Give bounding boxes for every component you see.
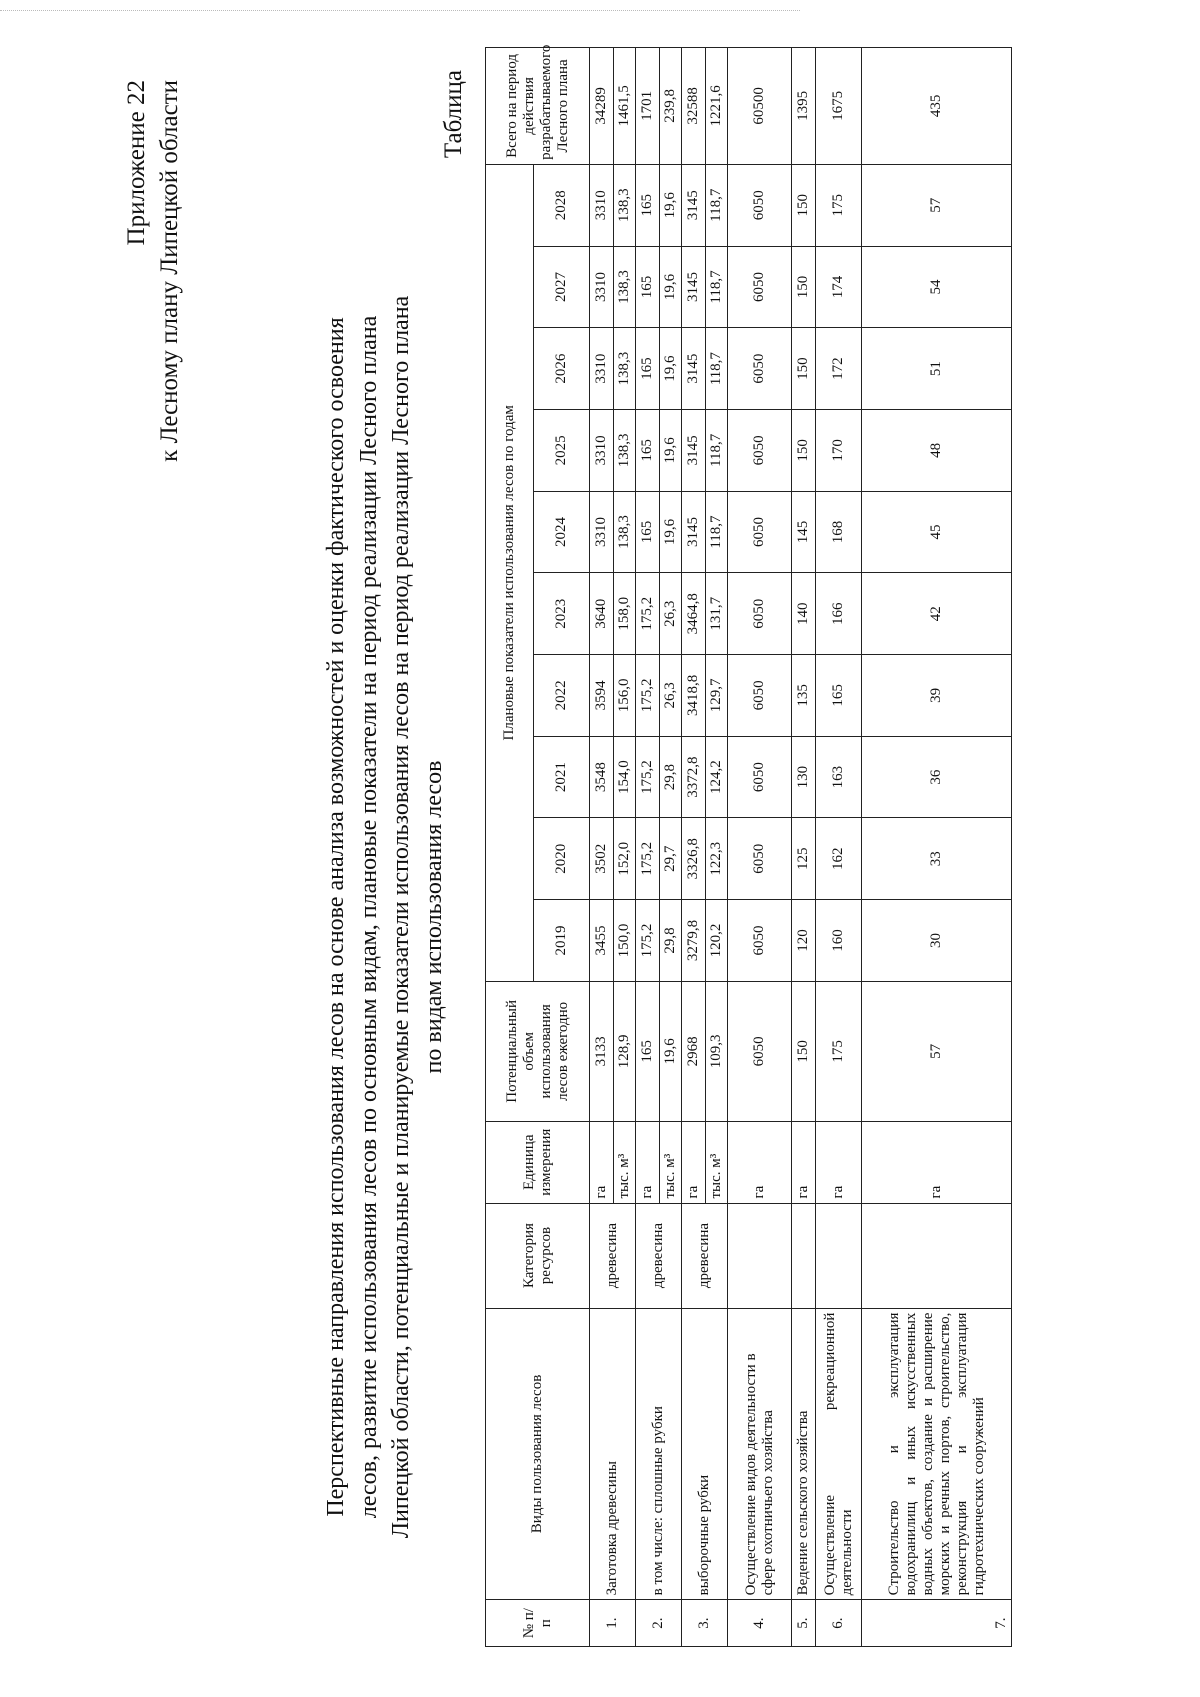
row-value: 3145 — [682, 410, 706, 492]
row-kind: Осуществление видов деятельности в сфере охотничьего хозяйства — [728, 1308, 792, 1600]
row-value: 172 — [816, 328, 862, 410]
row-value: 175 — [816, 164, 862, 246]
row-category — [792, 1203, 816, 1308]
row-value: 150 — [792, 328, 816, 410]
row-unit: тыс. м³ — [660, 1121, 682, 1203]
row-kind: выборочные рубки — [682, 1308, 728, 1600]
row-value: 152,0 — [614, 818, 636, 900]
table-row — [862, 48, 1012, 1647]
forest-use-table — [485, 44, 1012, 1647]
row-kind: Осуществление рекреационной деятельности — [816, 1308, 862, 1600]
header-year: 2022 — [534, 655, 590, 737]
table-row — [792, 48, 816, 1647]
row-value: 3640 — [590, 573, 614, 655]
row-value: 6050 — [728, 655, 792, 737]
row-kind: Ведение сельского хозяйства — [792, 1308, 816, 1600]
row-kind: в том числе: сплошные рубки — [636, 1308, 682, 1600]
row-value: 150 — [792, 246, 816, 328]
row-value: 6050 — [728, 900, 792, 982]
row-value: 131,7 — [706, 573, 728, 655]
appendix-line-1: Приложение 22 — [123, 80, 150, 246]
row-value: 118,7 — [706, 491, 728, 573]
header-total: Всего на период действия разрабатываемого Лесного плана — [486, 48, 590, 165]
row-value: 165 — [636, 246, 660, 328]
row-value: 6050 — [728, 573, 792, 655]
row-potential: 6050 — [728, 981, 792, 1121]
row-value: 166 — [816, 573, 862, 655]
row-value: 51 — [862, 328, 1012, 410]
header-year: 2019 — [534, 900, 590, 982]
row-category: древесина — [682, 1203, 728, 1308]
row-value: 120,2 — [706, 900, 728, 982]
row-total: 1675 — [816, 48, 862, 165]
row-unit: га — [792, 1121, 816, 1203]
row-value: 165 — [636, 410, 660, 492]
row-total: 239,8 — [660, 48, 682, 165]
row-value: 3145 — [682, 246, 706, 328]
row-unit: га — [682, 1121, 706, 1203]
row-value: 125 — [792, 818, 816, 900]
title-line-1: Перспективные направления использования лесов на основе анализа возможностей и оценки фактического освоения — [323, 317, 349, 1517]
row-value: 30 — [862, 900, 1012, 982]
row-value: 138,3 — [614, 491, 636, 573]
row-value: 42 — [862, 573, 1012, 655]
row-value: 26,3 — [660, 573, 682, 655]
row-potential: 19,6 — [660, 981, 682, 1121]
header-year: 2027 — [534, 246, 590, 328]
row-value: 150 — [792, 164, 816, 246]
row-value: 3145 — [682, 164, 706, 246]
header-unit: Единица измерения — [486, 1121, 590, 1203]
header-year: 2020 — [534, 818, 590, 900]
row-category — [862, 1203, 1012, 1308]
row-value: 3418,8 — [682, 655, 706, 737]
row-value: 168 — [816, 491, 862, 573]
row-value: 150,0 — [614, 900, 636, 982]
row-unit: тыс. м³ — [706, 1121, 728, 1203]
header-year: 2025 — [534, 410, 590, 492]
row-value: 162 — [816, 818, 862, 900]
row-potential: 3133 — [590, 981, 614, 1121]
row-total: 435 — [862, 48, 1012, 165]
row-value: 6050 — [728, 328, 792, 410]
row-value: 19,6 — [660, 410, 682, 492]
row-potential: 2968 — [682, 981, 706, 1121]
row-value: 19,6 — [660, 164, 682, 246]
row-value: 6050 — [728, 246, 792, 328]
row-value: 158,0 — [614, 573, 636, 655]
row-value: 6050 — [728, 164, 792, 246]
title-line-4: по видам использования лесов — [420, 760, 447, 1074]
row-total: 1221,6 — [706, 48, 728, 165]
row-unit: га — [728, 1121, 792, 1203]
row-value: 165 — [816, 655, 862, 737]
row-unit: тыс. м³ — [614, 1121, 636, 1203]
row-value: 3548 — [590, 736, 614, 818]
row-value: 3372,8 — [682, 736, 706, 818]
row-value: 118,7 — [706, 164, 728, 246]
row-value: 150 — [792, 410, 816, 492]
row-value: 170 — [816, 410, 862, 492]
row-value: 175,2 — [636, 655, 660, 737]
row-value: 129,7 — [706, 655, 728, 737]
row-total: 1395 — [792, 48, 816, 165]
row-value: 29,8 — [660, 736, 682, 818]
row-potential: 165 — [636, 981, 660, 1121]
row-value: 175,2 — [636, 573, 660, 655]
row-unit: га — [816, 1121, 862, 1203]
header-category: Категория ресурсов — [486, 1203, 590, 1308]
row-value: 138,3 — [614, 246, 636, 328]
table-body — [590, 48, 1012, 1647]
row-num: 1. — [590, 1600, 636, 1647]
row-value: 6050 — [728, 491, 792, 573]
row-value: 175,2 — [636, 818, 660, 900]
row-value: 3455 — [590, 900, 614, 982]
row-num: 4. — [728, 1600, 792, 1647]
row-category — [728, 1203, 792, 1308]
row-value: 19,6 — [660, 328, 682, 410]
row-potential: 57 — [862, 981, 1012, 1121]
row-value: 135 — [792, 655, 816, 737]
header-plan: Плановые показатели использования лесов по годам — [486, 164, 534, 981]
row-total: 1461,5 — [614, 48, 636, 165]
row-num: 3. — [682, 1600, 728, 1647]
title-line-3: Липецкой области, потенциальные и планируемые показатели использования лесов на период реализации Лесного плана — [388, 295, 414, 1539]
row-total: 34289 — [590, 48, 614, 165]
row-value: 175,2 — [636, 736, 660, 818]
row-num: 7. — [862, 1600, 1012, 1647]
row-value: 118,7 — [706, 410, 728, 492]
appendix-line-2: к Лесному плану Липецкой области — [156, 80, 183, 462]
row-num: 6. — [816, 1600, 862, 1647]
row-category: древесина — [590, 1203, 636, 1308]
row-value: 122,3 — [706, 818, 728, 900]
row-potential: 109,3 — [706, 981, 728, 1121]
row-kind: Заготовка древесины — [590, 1308, 636, 1600]
row-value: 145 — [792, 491, 816, 573]
row-value: 130 — [792, 736, 816, 818]
row-value: 33 — [862, 818, 1012, 900]
table-row — [816, 48, 862, 1647]
row-value: 3310 — [590, 246, 614, 328]
row-value: 3326,8 — [682, 818, 706, 900]
row-num: 2. — [636, 1600, 682, 1647]
row-kind: Строительство и эксплуатация водохранилищ и иных искусственных водных объектов, создание и расширение морских и речных портов, строительство, реконструкция и эксплуатация гидротехнических сооружений — [862, 1308, 1012, 1600]
row-total: 1701 — [636, 48, 660, 165]
row-value: 29,8 — [660, 900, 682, 982]
table-row — [636, 48, 660, 1647]
row-value: 138,3 — [614, 328, 636, 410]
table-label: Таблица — [440, 70, 467, 159]
document-title — [320, 277, 450, 1557]
row-num: 5. — [792, 1600, 816, 1647]
row-value: 156,0 — [614, 655, 636, 737]
header-year: 2026 — [534, 328, 590, 410]
row-value: 175,2 — [636, 900, 660, 982]
row-value: 163 — [816, 736, 862, 818]
row-value: 39 — [862, 655, 1012, 737]
row-value: 165 — [636, 491, 660, 573]
row-value: 3310 — [590, 410, 614, 492]
header-year: 2023 — [534, 573, 590, 655]
row-value: 54 — [862, 246, 1012, 328]
row-value: 138,3 — [614, 164, 636, 246]
rotated-page — [10, 10, 1190, 1687]
table-row — [728, 48, 792, 1647]
row-value: 165 — [636, 164, 660, 246]
row-value: 45 — [862, 491, 1012, 573]
header-potential: Потенциальный объем использования лесов ежегодно — [486, 981, 590, 1121]
row-potential: 128,9 — [614, 981, 636, 1121]
row-value: 6050 — [728, 818, 792, 900]
row-unit: га — [590, 1121, 614, 1203]
header-year: 2028 — [534, 164, 590, 246]
header-num: № п/п — [486, 1600, 590, 1647]
row-value: 29,7 — [660, 818, 682, 900]
row-value: 140 — [792, 573, 816, 655]
row-value: 118,7 — [706, 246, 728, 328]
row-value: 3464,8 — [682, 573, 706, 655]
row-value: 118,7 — [706, 328, 728, 410]
row-value: 3310 — [590, 491, 614, 573]
header-year: 2021 — [534, 736, 590, 818]
row-value: 3279,8 — [682, 900, 706, 982]
row-value: 3145 — [682, 328, 706, 410]
row-value: 3594 — [590, 655, 614, 737]
row-value: 57 — [862, 164, 1012, 246]
row-potential: 150 — [792, 981, 816, 1121]
row-value: 3310 — [590, 328, 614, 410]
header-kind: Виды пользования лесов — [486, 1308, 590, 1600]
row-potential: 175 — [816, 981, 862, 1121]
row-value: 174 — [816, 246, 862, 328]
row-value: 160 — [816, 900, 862, 982]
row-unit: га — [862, 1121, 1012, 1203]
row-value: 165 — [636, 328, 660, 410]
row-unit: га — [636, 1121, 660, 1203]
row-value: 48 — [862, 410, 1012, 492]
row-value: 6050 — [728, 410, 792, 492]
row-value: 138,3 — [614, 410, 636, 492]
header-year: 2024 — [534, 491, 590, 573]
row-total: 32588 — [682, 48, 706, 165]
row-category — [816, 1203, 862, 1308]
row-value: 154,0 — [614, 736, 636, 818]
row-value: 19,6 — [660, 246, 682, 328]
table-row — [682, 48, 706, 1647]
row-value: 3310 — [590, 164, 614, 246]
row-value: 19,6 — [660, 491, 682, 573]
title-line-2: лесов, развитие использования лесов по основным видам, плановые показатели на период реализации Лесного плана — [355, 315, 382, 1519]
row-value: 3502 — [590, 818, 614, 900]
row-value: 6050 — [728, 736, 792, 818]
appendix-heading — [120, 80, 186, 462]
table-row — [590, 48, 614, 1647]
row-total: 60500 — [728, 48, 792, 165]
row-value: 120 — [792, 900, 816, 982]
row-value: 124,2 — [706, 736, 728, 818]
row-value: 26,3 — [660, 655, 682, 737]
row-value: 36 — [862, 736, 1012, 818]
row-value: 3145 — [682, 491, 706, 573]
row-category: древесина — [636, 1203, 682, 1308]
